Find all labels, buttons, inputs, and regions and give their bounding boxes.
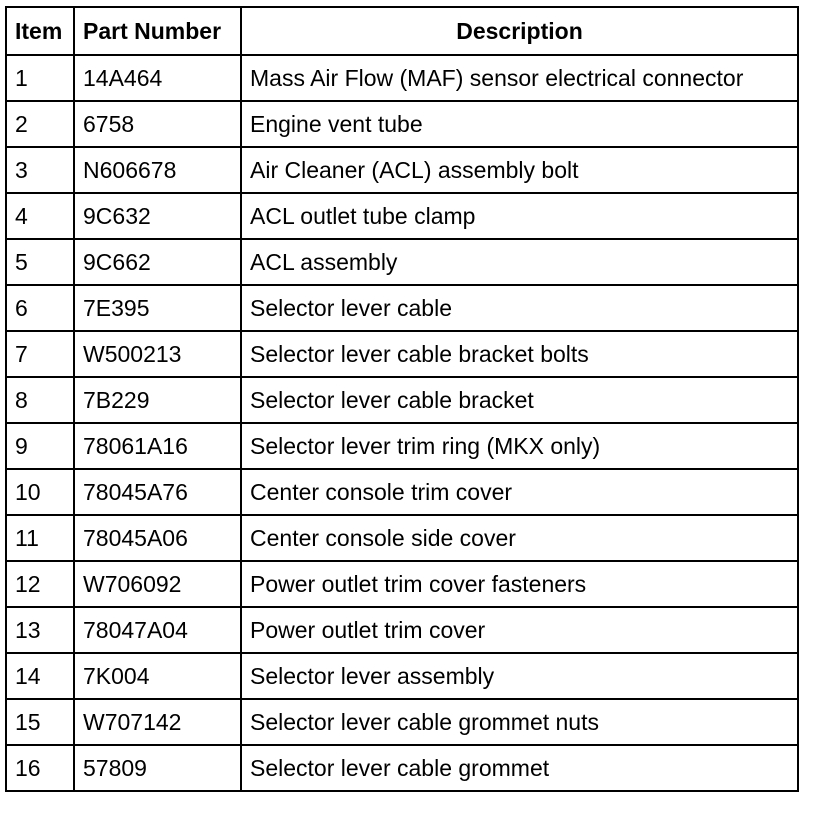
table-row xyxy=(6,55,798,101)
cell-item: 7 xyxy=(6,331,74,377)
cell-description: Selector lever cable xyxy=(241,285,798,331)
cell-part-number: N606678 xyxy=(74,147,241,193)
table-row xyxy=(6,745,798,791)
cell-part-number: 9C662 xyxy=(74,239,241,285)
cell-description: Selector lever cable grommet nuts xyxy=(241,699,798,745)
header-part-number: Part Number xyxy=(74,7,241,55)
cell-description: ACL outlet tube clamp xyxy=(241,193,798,239)
cell-part-number: W706092 xyxy=(74,561,241,607)
table-row xyxy=(6,699,798,745)
cell-part-number: 14A464 xyxy=(74,55,241,101)
table-header-row xyxy=(6,7,798,55)
cell-item: 6 xyxy=(6,285,74,331)
cell-description: Selector lever trim ring (MKX only) xyxy=(241,423,798,469)
cell-description: Mass Air Flow (MAF) sensor electrical connector xyxy=(241,55,798,101)
cell-part-number: 9C632 xyxy=(74,193,241,239)
cell-description: Power outlet trim cover fasteners xyxy=(241,561,798,607)
cell-description: Center console trim cover xyxy=(241,469,798,515)
table-row xyxy=(6,653,798,699)
cell-item: 8 xyxy=(6,377,74,423)
cell-part-number: W500213 xyxy=(74,331,241,377)
table-row xyxy=(6,377,798,423)
cell-description: Selector lever assembly xyxy=(241,653,798,699)
cell-description: Center console side cover xyxy=(241,515,798,561)
cell-item: 1 xyxy=(6,55,74,101)
cell-part-number: 7B229 xyxy=(74,377,241,423)
cell-part-number: 57809 xyxy=(74,745,241,791)
cell-part-number: 78045A06 xyxy=(74,515,241,561)
cell-item: 5 xyxy=(6,239,74,285)
cell-part-number: 7E395 xyxy=(74,285,241,331)
cell-part-number: 78047A04 xyxy=(74,607,241,653)
cell-part-number: 6758 xyxy=(74,101,241,147)
cell-item: 11 xyxy=(6,515,74,561)
table-row xyxy=(6,101,798,147)
cell-description: Selector lever cable bracket bolts xyxy=(241,331,798,377)
cell-description: Selector lever cable bracket xyxy=(241,377,798,423)
cell-description: ACL assembly xyxy=(241,239,798,285)
table-row xyxy=(6,423,798,469)
table-row xyxy=(6,469,798,515)
cell-item: 15 xyxy=(6,699,74,745)
cell-item: 14 xyxy=(6,653,74,699)
table-row xyxy=(6,285,798,331)
cell-part-number: 78045A76 xyxy=(74,469,241,515)
cell-item: 3 xyxy=(6,147,74,193)
table-row xyxy=(6,147,798,193)
table-row xyxy=(6,515,798,561)
cell-item: 9 xyxy=(6,423,74,469)
cell-description: Air Cleaner (ACL) assembly bolt xyxy=(241,147,798,193)
table-row xyxy=(6,239,798,285)
cell-description: Selector lever cable grommet xyxy=(241,745,798,791)
cell-item: 2 xyxy=(6,101,74,147)
cell-item: 16 xyxy=(6,745,74,791)
cell-item: 12 xyxy=(6,561,74,607)
table-row xyxy=(6,331,798,377)
header-description: Description xyxy=(241,7,798,55)
cell-part-number: W707142 xyxy=(74,699,241,745)
cell-part-number: 7K004 xyxy=(74,653,241,699)
cell-item: 13 xyxy=(6,607,74,653)
cell-item: 10 xyxy=(6,469,74,515)
cell-part-number: 78061A16 xyxy=(74,423,241,469)
header-item: Item xyxy=(6,7,74,55)
table-row xyxy=(6,193,798,239)
table-row xyxy=(6,607,798,653)
cell-description: Power outlet trim cover xyxy=(241,607,798,653)
table-row xyxy=(6,561,798,607)
parts-table xyxy=(5,6,799,792)
cell-description: Engine vent tube xyxy=(241,101,798,147)
cell-item: 4 xyxy=(6,193,74,239)
